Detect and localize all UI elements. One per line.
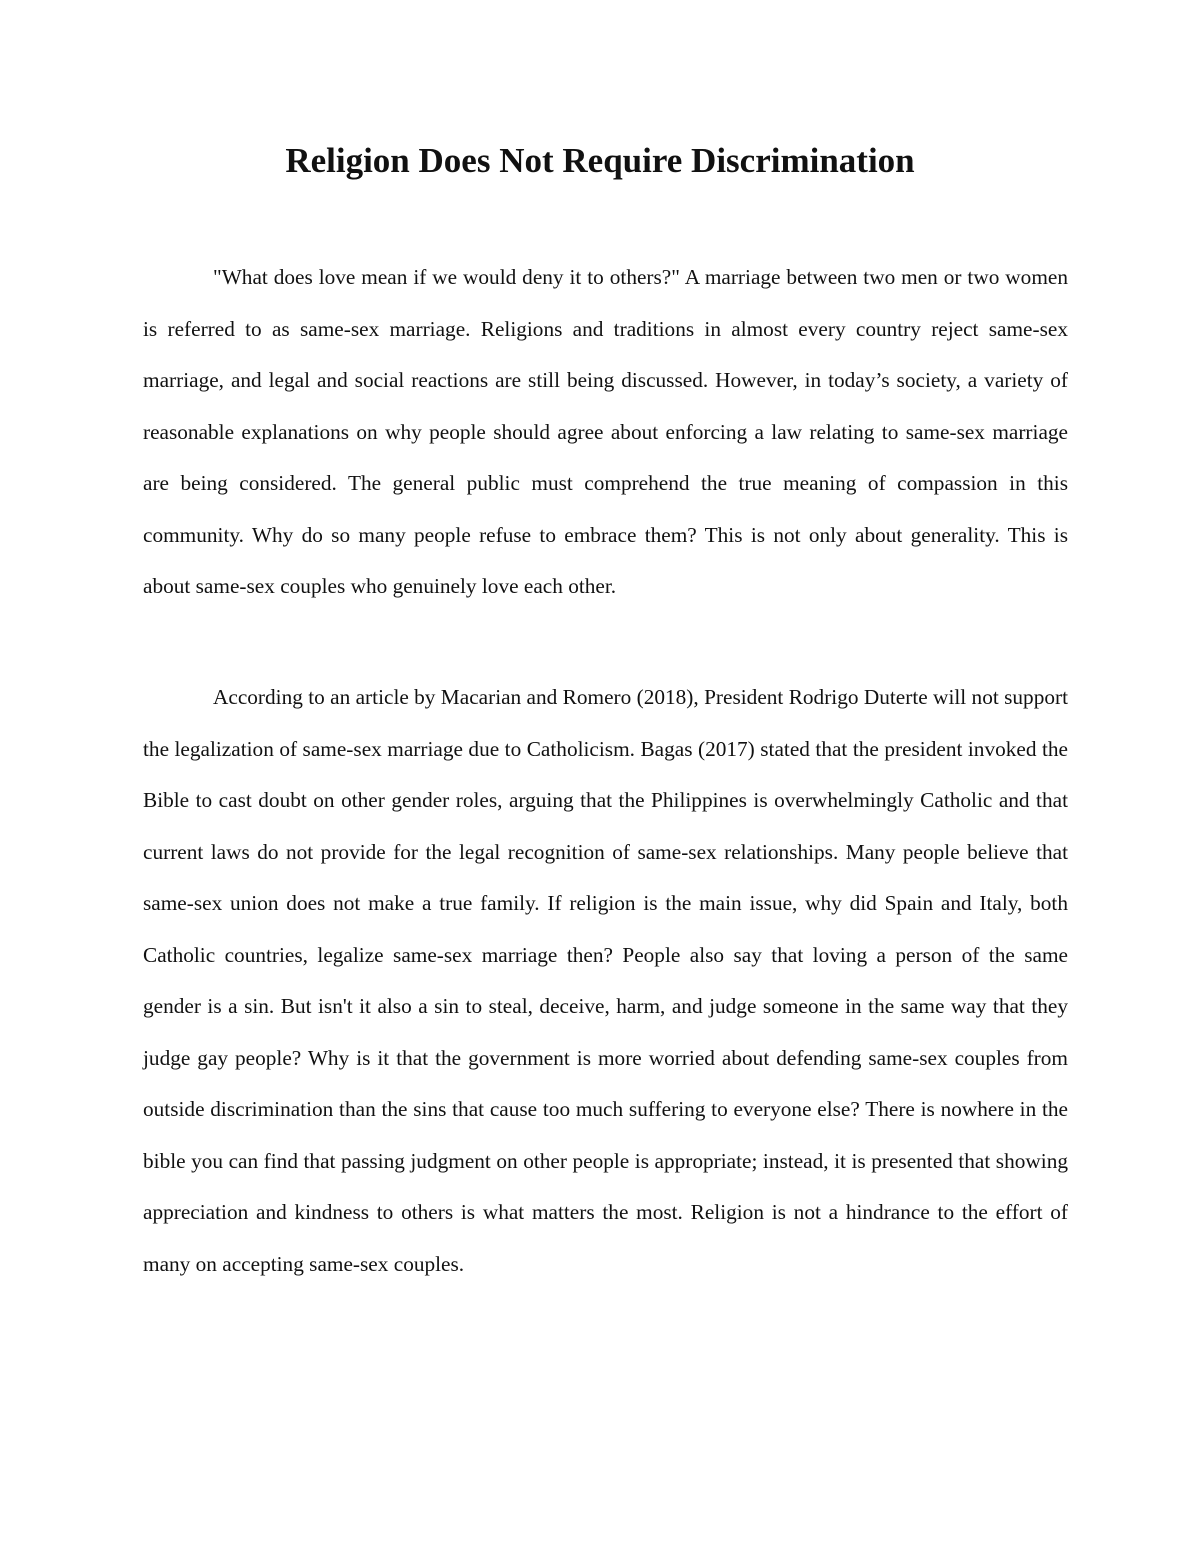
paragraph-1: "What does love mean if we would deny it to others?" A marriage between two men or two women is referred to as same-sex marriage. Religions and traditions in almost every country reject same-sex marriage, and legal and social reactions are still being discussed. However, in today’s society, a variety of reasonable explanations on why people should agree about enforcing a law relating to same-sex marriage are being considered. The general public must comprehend the true meaning of compassion in this community. Why do so many people refuse to embrace them? This is not only about generality. This is about same-sex couples who genuinely love each other. — [143, 265, 1068, 598]
document-title: Religion Does Not Require Discrimination — [285, 141, 915, 180]
paragraph-2: According to an article by Macarian and Romero (2018), President Rodrigo Duterte will not support the legalization of same-sex marriage due to Catholicism. Bagas (2017) stated that the president invoked the Bible to cast doubt on other gender roles, arguing that the Philippines is overwhelmingly Catholic and that current laws do not provide for the legal recognition of same-sex relationships. Many people believe that same-sex union does not make a true family. If religion is the main issue, why did Spain and Italy, both Catholic countries, legalize same-sex marriage then? People also say that loving a person of the same gender is a sin. But isn't it also a sin to steal, deceive, harm, and judge someone in the same way that they judge gay people? Why is it that the government is more worried about defending same-sex couples from outside discrimination than the sins that cause too much suffering to everyone else? There is nowhere in the bible you can find that passing judgment on other people is appropriate; instead, it is presented that showing appreciation and kindness to others is what matters the most. Religion is not a hindrance to the effort of many on accepting same-sex couples. — [143, 685, 1068, 1276]
